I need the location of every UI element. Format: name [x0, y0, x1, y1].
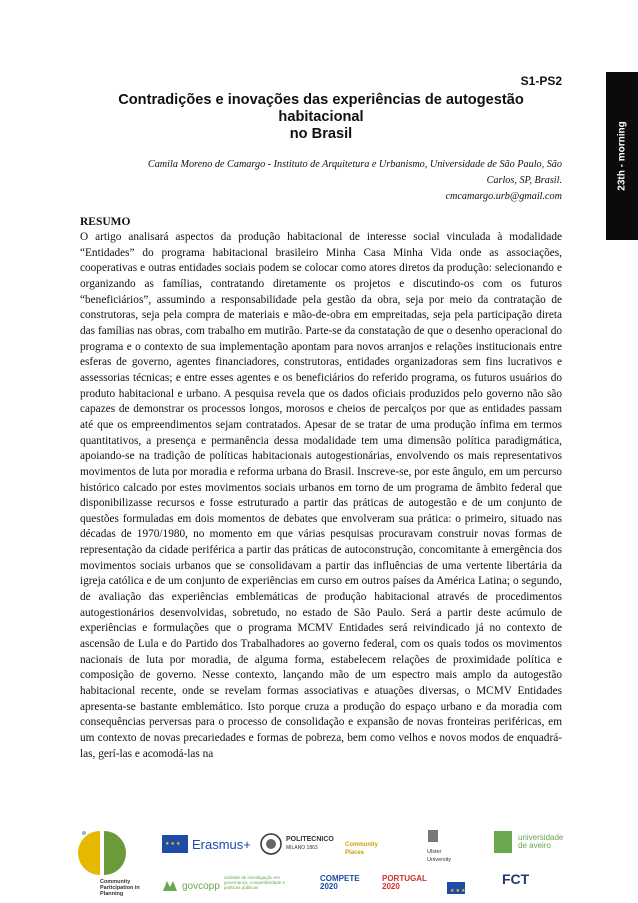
eu-flag-icon — [162, 835, 188, 853]
title-line-1: Contradições e inovações das experiências de autogestão habitacional — [118, 92, 524, 125]
portugal-2020-logo — [382, 875, 442, 891]
session-side-tab — [606, 72, 638, 240]
author-email: cmcamargo.urb@gmail.com — [445, 191, 562, 202]
govcopp-mark-icon — [162, 879, 178, 893]
eu-flag-small-icon — [447, 882, 465, 894]
govcopp-label: govcopp — [182, 880, 220, 892]
cpp-logo — [78, 829, 138, 895]
ulster-crest-icon — [427, 829, 439, 843]
erasmus-logo — [162, 835, 251, 853]
fct-label: FCT — [502, 871, 530, 887]
politecnico-sub: MILANO 1863 — [286, 845, 318, 851]
session-code: S1-PS2 — [520, 74, 562, 88]
paper-content — [80, 74, 562, 762]
portugal-2020-label: PORTUGAL 2020 — [382, 874, 427, 891]
eu-funds-logo — [447, 879, 465, 897]
politecnico-logo — [260, 833, 334, 855]
cpp-label: Community Participation in Planning — [100, 879, 140, 897]
side-tab-label: 23th - morning — [616, 121, 628, 191]
govcopp-sub: unidade de investigação em governança, competitividade e políticas públicas — [224, 875, 286, 890]
ulster-label: Ulster University — [427, 849, 452, 863]
sponsor-logos-footer — [62, 815, 578, 900]
author-affiliation-line-2: Carlos, SP, Brasil. — [486, 175, 562, 186]
aveiro-mark-icon — [492, 829, 514, 855]
aveiro-label: universidade de aveiro — [518, 833, 564, 850]
abstract-body: O artigo analisará aspectos da produção habitacional de interesse social vinculada à modalidade “Entidades” do programa habitacional brasileiro Minha Casa Minha Vida onde as associações, cooperativas e outras entidades sociais podem se colocar como atores diretos da produção: selecionando e organizando as famílias, contratando diretamente os projetos e discutindo-os com os futuros “beneficiários”, assumindo a responsabilidade pela gestão da obra, seja por meio da contratação de construtoras, seja pela compra de materiais e mão-de-obra em empreitadas, seja pela participação direta das famílias nas obras, com trabalho em mutirão. Parte-se da constatação de que o desenho operacional do programa e o contexto de sua implementação apontam para novos arranjos e relações institucionais entre esferas de governo, agentes financiadores, construtoras, entidades organizadoras sem fins lucrativos e assessorias técnicas; e entre esses agentes e os beneficiários do referido programa, os futuros usuários do produto habitacional e urbano. A pesquisa revela que os dados oficiais produzidos pelo governo não são capazes de demonstrar os processos longos, morosos e cheios de percalços por que as entidades passam até que os empreendimentos sejam contratados. Apesar de se tratar de uma produção ínfima em termos quantitativos, a presença e permanência dessa modalidade tem uma dimensão política paradigmática, apoiando-se na tradição de políticas habitacionais autogestionárias, envolvendo os mais representativos movimentos de luta por moradia e reforma urbana do Brasil. Inscreve-se, por este ângulo, em um percurso histórico calcado por estes movimentos sociais urbanos em torno de um programa de âmbito federal que disponibilizasse recursos e fosse estruturado a partir das práticas de autogestão e de um conjunto de questões formuladas em dois momentos de debates que envolveram sua prática: o primeiro, situado nas décadas de 1970/1980, no momento em que várias pesquisas procuravam construir novas formas de representação da cidade periférica a partir das práticas de autoconstrução, concomitante à emergência dos movimentos sociais urbanos que se consolidavam a partir das influências de uma vertente libertária da igreja católica e de um conjunto de experiências em curso em outros países da América Latina; o segundo, de avaliação das experiências emblemáticas de produção habitacional através de procedimentos autogestionários desenvolvidas, sobretudo, no estado de São Paulo. Será a partir deste acúmulo de experiências e formulações que o programa MCMV Entidades será reivindicado já no contexto de ascensão de Lula e do Partido dos Trabalhadores ao governo federal, com os quais todos os movimentos nacionais de luta por moradia, de alguma forma, estabelecem relações de proximidade política e composição de governo. Nesse contexto, lançando mão de um espectro mais amplo da autogestão habitacional recente, onde se revelam formas associativas e atuações diversas, o MCMV Entidades apresenta-se bastante emblemático. Isto porque cruza a produção do espaço urbano e da moradia com consequências perversas para o processo de consolidação e expansão de novas fronteiras periféricas, em um contexto de novas precariedades e formas de pobreza, bem como velhos e novos modos de enquadrá-las, gerí-las e acomodá-las na — [80, 231, 562, 760]
author-affiliation-line-1: Camila Moreno de Camargo - Instituto de Arquitetura e Urbanismo, Universidade de São Paulo, São — [147, 159, 562, 170]
ulster-logo — [427, 829, 467, 864]
aveiro-logo — [492, 829, 578, 855]
community-places-label: Community Places — [345, 842, 378, 856]
politecnico-seal-icon — [260, 833, 282, 855]
title-line-2: no Brasil — [289, 126, 353, 142]
community-places-logo — [345, 841, 381, 857]
erasmus-label: Erasmus+ — [192, 836, 251, 852]
abstract-heading: RESUMO — [80, 216, 131, 228]
paper-title — [80, 92, 562, 143]
fct-logo — [502, 871, 529, 889]
compete-logo — [320, 875, 368, 891]
cpp-logo-icon — [78, 829, 138, 879]
compete-label: COMPETE 2020 — [320, 874, 360, 891]
politecnico-label: POLITECNICO — [286, 836, 334, 843]
govcopp-logo — [162, 877, 220, 895]
